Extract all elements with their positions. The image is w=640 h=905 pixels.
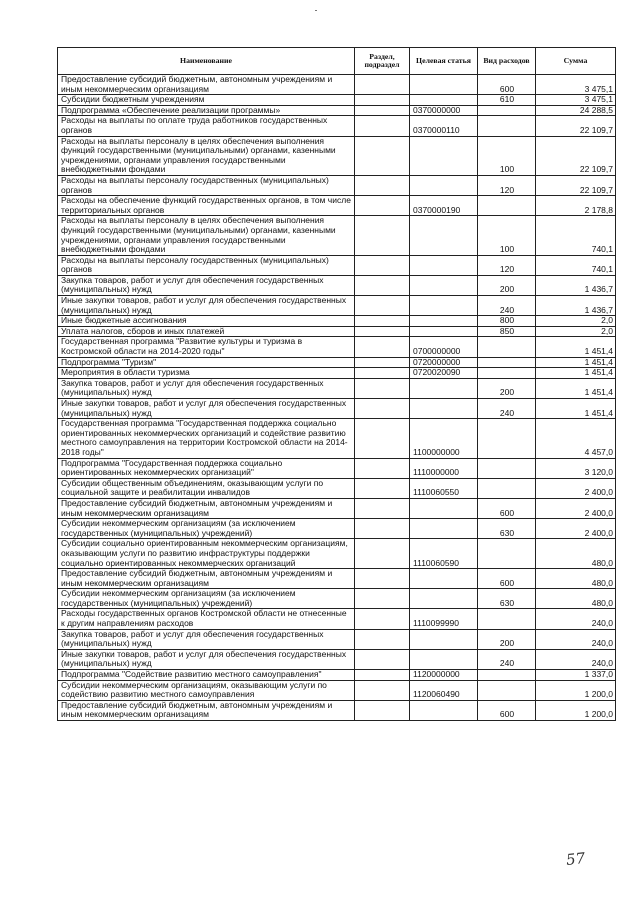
cell-name: Подпрограмма "Туризм": [58, 357, 355, 368]
cell-name: Расходы на выплаты по оплате труда работников государственных органов: [58, 116, 355, 136]
table-row: [58, 255, 616, 275]
cell-target: [410, 378, 478, 398]
cell-sum: 4 457,0: [536, 419, 616, 458]
cell-target: [410, 569, 478, 589]
cell-name: Государственная программа "Государственная поддержка социально ориентированных некоммерческих организаций и содействие развитию местного самоуправления на территории Костромской области на 2014-2018 годы": [58, 419, 355, 458]
cell-section: [355, 326, 410, 337]
cell-name: Расходы на выплаты персоналу государственных (муниципальных) органов: [58, 255, 355, 275]
cell-target: [410, 519, 478, 539]
cell-target: 1120060490: [410, 680, 478, 700]
table-row: [58, 670, 616, 681]
table-row: [58, 399, 616, 419]
cell-sum: 1 451,4: [536, 368, 616, 379]
cell-kind: 240: [478, 649, 536, 669]
cell-name: Уплата налогов, сборов и иных платежей: [58, 326, 355, 337]
cell-section: [355, 700, 410, 720]
table-row: [58, 357, 616, 368]
cell-sum: 22 109,7: [536, 175, 616, 195]
table-row: [58, 649, 616, 669]
cell-name: Предоставление субсидий бюджетным, автономным учреждениям и иным некоммерческим организациям: [58, 75, 355, 95]
cell-target: 1120000000: [410, 670, 478, 681]
cell-sum: 2 400,0: [536, 478, 616, 498]
table-row: [58, 75, 616, 95]
cell-target: [410, 498, 478, 518]
cell-sum: 2,0: [536, 316, 616, 327]
cell-name: Субсидии некоммерческим организациям, оказывающим услуги по содействию развитию местного самоуправления: [58, 680, 355, 700]
cell-target: 0720020090: [410, 368, 478, 379]
cell-name: Государственная программа "Развитие культуры и туризма в Костромской области на 2014-2020 годы": [58, 337, 355, 357]
table-row: [58, 368, 616, 379]
cell-kind: 800: [478, 316, 536, 327]
cell-target: [410, 136, 478, 175]
cell-kind: [478, 609, 536, 629]
cell-sum: 1 451,4: [536, 357, 616, 368]
cell-sum: 1 200,0: [536, 680, 616, 700]
table-header-row: [58, 48, 616, 75]
cell-kind: 630: [478, 519, 536, 539]
cell-sum: 480,0: [536, 589, 616, 609]
header-name: Наименование: [58, 48, 355, 75]
cell-sum: 22 109,7: [536, 136, 616, 175]
cell-section: [355, 569, 410, 589]
table-row: [58, 116, 616, 136]
cell-section: [355, 316, 410, 327]
cell-target: 0700000000: [410, 337, 478, 357]
cell-section: [355, 629, 410, 649]
cell-kind: [478, 368, 536, 379]
cell-kind: 850: [478, 326, 536, 337]
table-row: [58, 609, 616, 629]
cell-section: [355, 498, 410, 518]
cell-name: Субсидии социально ориентированным некоммерческим организациям, оказывающим услуги по развитию инфраструктуры поддержки социально ориентированных некоммерческих организаций: [58, 539, 355, 569]
cell-name: Предоставление субсидий бюджетным, автономным учреждениям и иным некоммерческим организациям: [58, 498, 355, 518]
cell-name: Подпрограмма "Государственная поддержка социально ориентированных некоммерческих организаций": [58, 458, 355, 478]
cell-section: [355, 216, 410, 255]
budget-table-sheet: [57, 47, 615, 721]
cell-sum: 1 451,4: [536, 399, 616, 419]
table-row: [58, 539, 616, 569]
cell-name: Подпрограмма "Содействие развитию местного самоуправления": [58, 670, 355, 681]
cell-sum: 3 475,1: [536, 95, 616, 106]
cell-section: [355, 75, 410, 95]
cell-section: [355, 670, 410, 681]
table-row: [58, 519, 616, 539]
cell-kind: 200: [478, 378, 536, 398]
cell-target: [410, 629, 478, 649]
cell-target: [410, 95, 478, 106]
cell-kind: 100: [478, 216, 536, 255]
table-row: [58, 680, 616, 700]
cell-section: [355, 116, 410, 136]
cell-kind: 120: [478, 255, 536, 275]
header-section: Раздел, подраздел: [355, 48, 410, 75]
cell-sum: 480,0: [536, 539, 616, 569]
cell-kind: 600: [478, 700, 536, 720]
cell-target: [410, 326, 478, 337]
cell-section: [355, 589, 410, 609]
cell-name: Субсидии общественным объединениям, оказывающим услуги по социальной защите и реабилитации инвалидов: [58, 478, 355, 498]
cell-section: [355, 337, 410, 357]
cell-target: 0370000190: [410, 196, 478, 216]
cell-kind: 630: [478, 589, 536, 609]
cell-name: Мероприятия в области туризма: [58, 368, 355, 379]
table-row: [58, 175, 616, 195]
cell-kind: [478, 670, 536, 681]
cell-kind: [478, 539, 536, 569]
cell-name: Подпрограмма «Обеспечение реализации программы»: [58, 105, 355, 116]
cell-kind: [478, 680, 536, 700]
scan-mark: [315, 10, 317, 11]
table-row: [58, 458, 616, 478]
cell-kind: [478, 116, 536, 136]
table-row: [58, 136, 616, 175]
cell-sum: 3 475,1: [536, 75, 616, 95]
cell-name: Расходы государственных органов Костромской области не отнесенные к другим направлениям расходов: [58, 609, 355, 629]
cell-name: Иные бюджетные ассигнования: [58, 316, 355, 327]
cell-sum: 240,0: [536, 629, 616, 649]
cell-sum: 3 120,0: [536, 458, 616, 478]
cell-section: [355, 255, 410, 275]
table-row: [58, 378, 616, 398]
cell-sum: 1 451,4: [536, 378, 616, 398]
cell-section: [355, 609, 410, 629]
cell-section: [355, 175, 410, 195]
table-row: [58, 216, 616, 255]
table-row: [58, 589, 616, 609]
cell-section: [355, 95, 410, 106]
cell-section: [355, 539, 410, 569]
cell-kind: 200: [478, 275, 536, 295]
cell-kind: 600: [478, 75, 536, 95]
cell-target: 0720000000: [410, 357, 478, 368]
cell-kind: [478, 196, 536, 216]
cell-target: [410, 589, 478, 609]
table-row: [58, 105, 616, 116]
cell-name: Расходы на выплаты персоналу в целях обеспечения выполнения функций государственными (муниципальными) органами, казенными учреждениями, органами управления государственными внебюджетными фондами: [58, 216, 355, 255]
table-row: [58, 316, 616, 327]
cell-sum: 740,1: [536, 255, 616, 275]
cell-name: Иные закупки товаров, работ и услуг для обеспечения государственных (муниципальных) нужд: [58, 296, 355, 316]
cell-target: [410, 399, 478, 419]
cell-section: [355, 458, 410, 478]
cell-sum: 2 178,8: [536, 196, 616, 216]
cell-kind: [478, 478, 536, 498]
table-row: [58, 498, 616, 518]
cell-section: [355, 196, 410, 216]
cell-kind: 120: [478, 175, 536, 195]
cell-section: [355, 399, 410, 419]
cell-section: [355, 136, 410, 175]
cell-section: [355, 296, 410, 316]
cell-kind: 600: [478, 569, 536, 589]
table-row: [58, 569, 616, 589]
cell-target: [410, 700, 478, 720]
cell-name: Расходы на обеспечение функций государственных органов, в том числе территориальных органов: [58, 196, 355, 216]
cell-kind: 200: [478, 629, 536, 649]
cell-name: Закупка товаров, работ и услуг для обеспечения государственных (муниципальных) нужд: [58, 629, 355, 649]
cell-name: Закупка товаров, работ и услуг для обеспечения государственных (муниципальных) нужд: [58, 378, 355, 398]
table-row: [58, 275, 616, 295]
table-row: [58, 296, 616, 316]
cell-target: 0370000000: [410, 105, 478, 116]
cell-target: [410, 216, 478, 255]
cell-sum: 1 200,0: [536, 700, 616, 720]
cell-target: 1100000000: [410, 419, 478, 458]
cell-sum: 2 400,0: [536, 498, 616, 518]
cell-section: [355, 649, 410, 669]
table-row: [58, 419, 616, 458]
cell-kind: [478, 419, 536, 458]
table-row: [58, 700, 616, 720]
cell-sum: 2 400,0: [536, 519, 616, 539]
table-row: [58, 478, 616, 498]
cell-sum: 740,1: [536, 216, 616, 255]
cell-target: [410, 316, 478, 327]
budget-table: [57, 47, 616, 721]
cell-target: [410, 649, 478, 669]
cell-sum: 1 451,4: [536, 337, 616, 357]
cell-sum: 240,0: [536, 609, 616, 629]
cell-section: [355, 680, 410, 700]
table-row: [58, 95, 616, 106]
cell-sum: 24 288,5: [536, 105, 616, 116]
cell-name: Субсидии некоммерческим организациям (за исключением государственных (муниципальных) учреждений): [58, 589, 355, 609]
cell-kind: 240: [478, 296, 536, 316]
cell-target: 0370000110: [410, 116, 478, 136]
cell-target: 1110099990: [410, 609, 478, 629]
table-row: [58, 337, 616, 357]
header-kind: Вид расходов: [478, 48, 536, 75]
cell-name: Закупка товаров, работ и услуг для обеспечения государственных (муниципальных) нужд: [58, 275, 355, 295]
table-row: [58, 629, 616, 649]
cell-target: [410, 296, 478, 316]
cell-target: [410, 255, 478, 275]
cell-section: [355, 368, 410, 379]
cell-kind: 610: [478, 95, 536, 106]
cell-name: Иные закупки товаров, работ и услуг для обеспечения государственных (муниципальных) нужд: [58, 649, 355, 669]
cell-target: [410, 175, 478, 195]
cell-target: [410, 275, 478, 295]
cell-target: [410, 75, 478, 95]
table-row: [58, 326, 616, 337]
cell-name: Субсидии некоммерческим организациям (за исключением государственных (муниципальных) учреждений): [58, 519, 355, 539]
cell-kind: [478, 337, 536, 357]
cell-name: Иные закупки товаров, работ и услуг для обеспечения государственных (муниципальных) нужд: [58, 399, 355, 419]
cell-section: [355, 357, 410, 368]
page-number: 57: [565, 849, 586, 869]
cell-section: [355, 419, 410, 458]
cell-sum: 1 436,7: [536, 275, 616, 295]
cell-sum: 2,0: [536, 326, 616, 337]
cell-kind: 100: [478, 136, 536, 175]
cell-section: [355, 275, 410, 295]
cell-name: Субсидии бюджетным учреждениям: [58, 95, 355, 106]
cell-section: [355, 378, 410, 398]
cell-target: 1110000000: [410, 458, 478, 478]
cell-name: Расходы на выплаты персоналу государственных (муниципальных) органов: [58, 175, 355, 195]
cell-target: 1110060590: [410, 539, 478, 569]
header-sum: Сумма: [536, 48, 616, 75]
cell-section: [355, 519, 410, 539]
cell-kind: 600: [478, 498, 536, 518]
cell-section: [355, 105, 410, 116]
cell-name: Предоставление субсидий бюджетным, автономным учреждениям и иным некоммерческим организациям: [58, 700, 355, 720]
cell-name: Предоставление субсидий бюджетным, автономным учреждениям и иным некоммерческим организациям: [58, 569, 355, 589]
header-target: Целевая статья: [410, 48, 478, 75]
cell-sum: 240,0: [536, 649, 616, 669]
cell-kind: [478, 357, 536, 368]
cell-sum: 22 109,7: [536, 116, 616, 136]
cell-sum: 1 436,7: [536, 296, 616, 316]
table-row: [58, 196, 616, 216]
cell-sum: 1 337,0: [536, 670, 616, 681]
cell-name: Расходы на выплаты персоналу в целях обеспечения выполнения функций государственными (муниципальными) органами, казенными учреждениями, органами управления государственными внебюджетными фондами: [58, 136, 355, 175]
cell-section: [355, 478, 410, 498]
cell-kind: [478, 105, 536, 116]
cell-kind: [478, 458, 536, 478]
cell-target: 1110060550: [410, 478, 478, 498]
cell-kind: 240: [478, 399, 536, 419]
cell-sum: 480,0: [536, 569, 616, 589]
